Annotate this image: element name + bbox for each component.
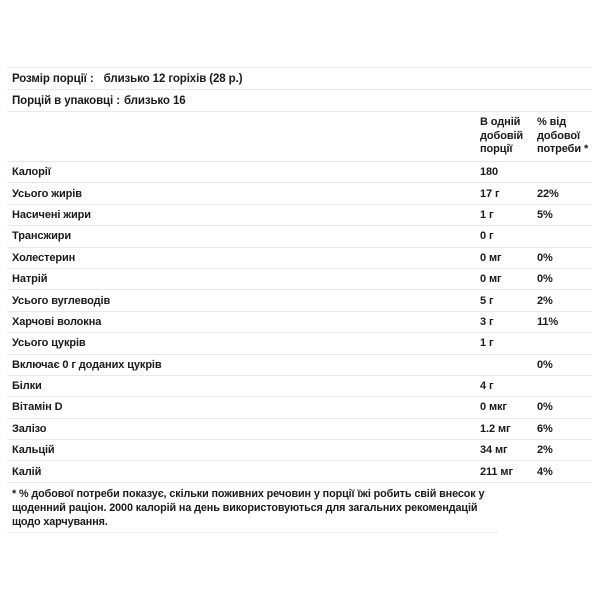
nutrient-label: Усього жирів: [12, 187, 82, 200]
nutrient-row: [7, 205, 592, 226]
nutrient-amount-value: 0 г: [480, 230, 494, 243]
nutrient-daily-value: 4%: [537, 465, 553, 478]
nutrient-label: Насичені жири: [12, 208, 91, 221]
nutrient-row: [7, 461, 592, 482]
nutrient-amount-value: 5 г: [480, 294, 494, 307]
nutrient-row: [7, 333, 592, 354]
nutrient-label: Вітамін D: [12, 401, 63, 414]
nutrient-amount-value: 34 мг: [480, 444, 508, 457]
nutrient-row: [7, 290, 592, 311]
nutrient-daily-value: 22%: [537, 187, 559, 200]
nutrient-daily-value: 5%: [537, 208, 553, 221]
nutrition-facts-card: [7, 67, 592, 533]
nutrient-amount-value: 0 мг: [480, 273, 502, 286]
column-header-daily-value: % від добової потреби *: [537, 116, 589, 155]
nutrient-daily-value: 11%: [537, 315, 559, 328]
nutrient-label: Калорії: [12, 166, 51, 179]
nutrient-daily-value: 0%: [537, 358, 553, 371]
nutrient-daily-value: 0%: [537, 273, 553, 286]
nutrient-row: [7, 397, 592, 418]
nutrient-daily-value: 0%: [537, 401, 553, 414]
nutrient-label: Холестерин: [12, 251, 76, 264]
nutrient-label: Усього цукрів: [12, 337, 86, 350]
nutrient-label: Кальцій: [12, 444, 55, 457]
nutrient-row: [7, 183, 592, 204]
nutrient-daily-value: 6%: [537, 422, 553, 435]
nutrient-amount-value: 1.2 мг: [480, 422, 511, 435]
nutrient-label: Включає 0 г доданих цукрів: [12, 358, 162, 371]
nutrient-amount-value: 17 г: [480, 187, 500, 200]
nutrient-row: [7, 355, 592, 376]
nutrient-label: Білки: [12, 380, 42, 393]
nutrient-label: Калій: [12, 465, 42, 478]
nutrient-amount-value: 0 мкг: [480, 401, 507, 414]
table-header-row: [7, 112, 592, 162]
column-header-amount: В одній добовій порції: [480, 116, 524, 155]
nutrient-daily-value: 0%: [537, 251, 553, 264]
nutrient-amount-value: 1 г: [480, 208, 494, 221]
nutrient-row: [7, 419, 592, 440]
servings-per-container-value: близько 16: [123, 94, 186, 107]
nutrient-label: Трансжири: [12, 230, 72, 243]
nutrient-daily-value: 2%: [537, 294, 553, 307]
serving-size-row: [7, 68, 592, 90]
nutrient-rows: [7, 162, 592, 483]
nutrient-row: [7, 226, 592, 247]
nutrient-label: Усього вуглеводів: [12, 294, 111, 307]
servings-per-container-row: [7, 90, 592, 112]
serving-size-label: Розмір порції :: [12, 72, 94, 85]
nutrient-row: [7, 312, 592, 333]
nutrient-label: Залізо: [12, 422, 47, 435]
nutrient-row: [7, 248, 592, 269]
column-header-spacer: [7, 116, 480, 157]
nutrient-amount-value: 3 г: [480, 315, 494, 328]
nutrient-label: Натрій: [12, 273, 48, 286]
nutrient-row: [7, 162, 592, 183]
nutrient-amount-value: 180: [480, 166, 499, 179]
daily-value-footnote: * % добової потреби показує, скільки поживних речовин у порції їжі робить свій внесок у щоденний раціон. 2000 калорій на день використовуються для загальних рекомендацій щодо харчування.: [7, 483, 499, 533]
nutrient-label: Харчові волокна: [12, 315, 102, 328]
nutrient-row: [7, 440, 592, 461]
nutrient-amount-value: 1 г: [480, 337, 494, 350]
nutrient-amount-value: 4 г: [480, 380, 494, 393]
nutrient-daily-value: 2%: [537, 444, 553, 457]
nutrient-amount-value: 0 мг: [480, 251, 502, 264]
nutrient-row: [7, 376, 592, 397]
servings-per-container-label: Порцій в упаковці :: [12, 94, 120, 107]
nutrient-row: [7, 269, 592, 290]
serving-size-value: близько 12 горіхів (28 р.): [103, 72, 243, 85]
nutrient-amount-value: 211 мг: [480, 465, 513, 478]
